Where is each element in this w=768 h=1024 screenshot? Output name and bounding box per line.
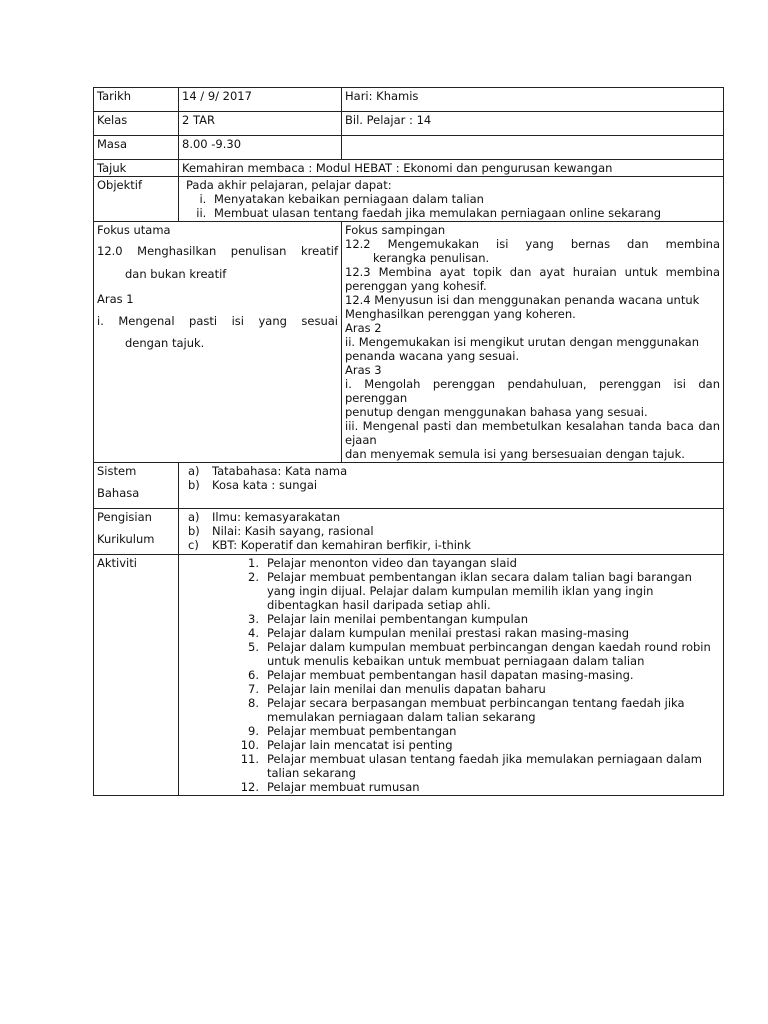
item-number: 11. (240, 752, 259, 766)
aktiviti-content (179, 555, 724, 796)
fokus-utama-item-line2: dengan tajuk. (125, 336, 205, 350)
item-text: Pelajar membuat ulasan tentang faedah jika memulakan perniagaan dalam talian sekarang (267, 752, 702, 780)
sistem-bahasa-label-line1: Sistem (97, 464, 137, 478)
objektif-item: i. Menyatakan kebaikan perniagaan dalam talian (210, 192, 720, 206)
tarikh-value: 14 / 9/ 2017 (179, 88, 342, 112)
fokus-utama-aras: Aras 1 (97, 292, 134, 306)
fokus-sampingan-line: 12.2 Mengemukakan isi yang bernas dan membina (345, 237, 720, 251)
item-number: 7. (248, 682, 259, 696)
row-tarikh (94, 88, 724, 112)
item-text: Pelajar membuat pembentangan (267, 724, 457, 738)
row-kelas (94, 112, 724, 136)
fokus-sampingan-cell (342, 222, 724, 463)
masa-label: Masa (94, 136, 179, 160)
item-marker: b) (188, 524, 200, 538)
kelas-label: Kelas (94, 112, 179, 136)
fokus-utama-std-line1: 12.0 Menghasilkan penulisan kreatif (97, 244, 338, 258)
tajuk-label: Tajuk (94, 160, 179, 177)
aktiviti-item (239, 780, 720, 794)
fokus-sampingan-line: dan menyemak semula isi yang bersesuaian dengan tajuk. (345, 447, 685, 461)
row-aktiviti (94, 555, 724, 796)
fokus-sampingan-line: penanda wacana yang sesuai. (345, 349, 520, 363)
pengisian-label (94, 509, 179, 555)
pengisian-content (179, 509, 724, 555)
sistem-bahasa-item (182, 478, 720, 492)
item-text: Tatabahasa: Kata nama (212, 464, 348, 478)
pengisian-item (182, 538, 720, 552)
item-number: 1. (248, 556, 259, 570)
row-tajuk (94, 160, 724, 177)
aktiviti-item (239, 570, 720, 612)
fokus-utama-title: Fokus utama (97, 223, 171, 237)
fokus-sampingan-line: i. Mengolah perenggan pendahuluan, perenggan isi dan perenggan (345, 377, 720, 405)
item-number: 6. (248, 668, 259, 682)
sistem-bahasa-list (182, 464, 720, 492)
item-number: 10. (240, 738, 259, 752)
aktiviti-item (239, 696, 720, 724)
aktiviti-item (239, 724, 720, 738)
objektif-label: Objektif (94, 177, 179, 222)
item-text: Kosa kata : sungai (212, 478, 318, 492)
item-text: Pelajar menonton video dan tayangan slaid (267, 556, 517, 570)
row-sistem-bahasa (94, 463, 724, 509)
fokus-sampingan-line: 12.4 Menyusun isi dan menggunakan penanda wacana untuk (345, 293, 700, 307)
sistem-bahasa-content (179, 463, 724, 509)
fokus-utama-item-line1: i. Mengenal pasti isi yang sesuai (97, 314, 338, 328)
row-pengisian (94, 509, 724, 555)
pengisian-label-line2: Kurikulum (97, 532, 155, 546)
objektif-intro: Pada akhir pelajaran, pelajar dapat: (186, 178, 392, 192)
fokus-sampingan-line: penutup dengan menggunakan bahasa yang sesuai. (345, 405, 648, 419)
masa-value: 8.00 -9.30 (179, 136, 342, 160)
aktiviti-item (239, 640, 720, 668)
item-text: Pelajar membuat pembentangan iklan secara dalam talian bagi barangan yang ingin dijual. Pelajar dalam kumpulan memilih iklan yang ingin dibentagkan hasil daripada setiap ahli. (267, 570, 692, 612)
item-marker: c) (188, 538, 199, 552)
item-text: Pelajar lain menilai dan menulis dapatan baharu (267, 682, 546, 696)
item-text: Ilmu: kemasyarakatan (212, 510, 341, 524)
aktiviti-item (239, 612, 720, 626)
aktiviti-item (239, 626, 720, 640)
item-marker: b) (188, 478, 200, 492)
tarikh-label: Tarikh (94, 88, 179, 112)
pengisian-label-line1: Pengisian (97, 510, 152, 524)
aktiviti-item (239, 752, 720, 780)
bil-pelajar-value: Bil. Pelajar : 14 (342, 112, 724, 136)
sistem-bahasa-item (182, 464, 720, 478)
kelas-value: 2 TAR (179, 112, 342, 136)
aktiviti-item (239, 556, 720, 570)
item-number: 8. (248, 696, 259, 710)
item-number: 12. (240, 780, 259, 794)
pengisian-item (182, 510, 720, 524)
fokus-sampingan-line: iii. Mengenal pasti dan membetulkan kesalahan tanda baca dan ejaan (345, 419, 720, 447)
lesson-plan-table (93, 87, 724, 796)
item-text: Pelajar secara berpasangan membuat perbincangan tentang faedah jika memulakan perniagaan dalam talian sekarang (267, 696, 685, 724)
item-text: Pelajar lain mencatat isi penting (267, 738, 453, 752)
item-text: Pelajar dalam kumpulan menilai prestasi rakan masing-masing (267, 626, 630, 640)
pengisian-item (182, 524, 720, 538)
fokus-sampingan-line: Aras 3 (345, 363, 382, 377)
objektif-content (179, 177, 724, 222)
item-marker: a) (188, 510, 200, 524)
item-number: 4. (248, 626, 259, 640)
row-fokus (94, 222, 724, 463)
item-number: 5. (248, 640, 259, 654)
sistem-bahasa-label-line2: Bahasa (97, 486, 140, 500)
sistem-bahasa-label (94, 463, 179, 509)
item-text: Pelajar lain menilai pembentangan kumpulan (267, 612, 528, 626)
tajuk-value: Kemahiran membaca : Modul HEBAT : Ekonomi dan pengurusan kewangan (179, 160, 724, 177)
item-text: KBT: Koperatif dan kemahiran berfikir, i-think (212, 538, 471, 552)
item-marker: a) (188, 464, 200, 478)
item-text: Pelajar dalam kumpulan membuat perbincangan dengan kaedah round robin untuk menulis kebaikan untuk membuat perniagaan dalam talian (267, 640, 711, 668)
hari-value: Hari: Khamis (342, 88, 724, 112)
pengisian-list (182, 510, 720, 552)
fokus-utama-std-line2: dan bukan kreatif (125, 267, 227, 281)
item-number: 3. (248, 612, 259, 626)
aktiviti-item (239, 682, 720, 696)
fokus-sampingan-line: ii. Mengemukakan isi mengikut urutan dengan menggunakan (345, 335, 700, 349)
row-masa (94, 136, 724, 160)
fokus-sampingan-title: Fokus sampingan (345, 223, 446, 237)
fokus-sampingan-line: Menghasilkan perenggan yang koheren. (345, 307, 576, 321)
fokus-sampingan-line: kerangka penulisan. (373, 251, 490, 265)
aktiviti-item (239, 738, 720, 752)
item-number: 2. (248, 570, 259, 584)
item-number: 9. (248, 724, 259, 738)
aktiviti-list (239, 556, 720, 794)
item-text: Pelajar membuat rumusan (267, 780, 420, 794)
row-objektif (94, 177, 724, 222)
masa-empty (342, 136, 724, 160)
objektif-item: ii. Membuat ulasan tentang faedah jika memulakan perniagaan online sekarang (210, 206, 720, 220)
fokus-sampingan-line: 12.3 Membina ayat topik dan ayat huraian untuk membina perenggan yang kohesif. (345, 265, 720, 293)
fokus-utama-cell (94, 222, 342, 463)
aktiviti-label: Aktiviti (94, 555, 179, 796)
objektif-list (182, 192, 720, 220)
aktiviti-item (239, 668, 720, 682)
item-text: Nilai: Kasih sayang, rasional (212, 524, 374, 538)
fokus-sampingan-line: Aras 2 (345, 321, 382, 335)
item-text: Pelajar membuat pembentangan hasil dapatan masing-masing. (267, 668, 634, 682)
